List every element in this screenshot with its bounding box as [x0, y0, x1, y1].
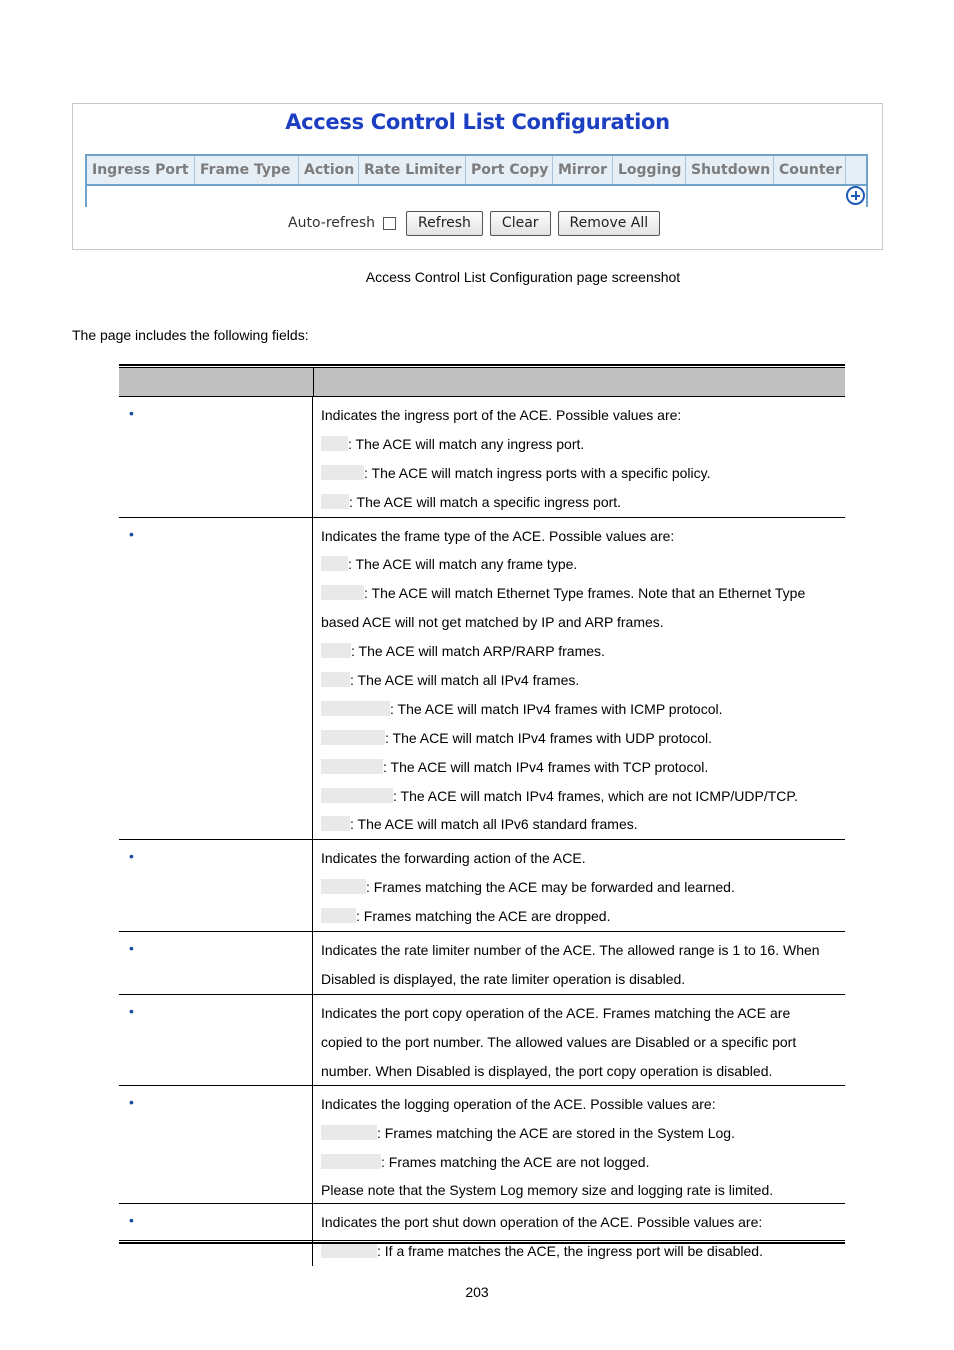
desc-line: [321, 753, 839, 782]
bullet-icon: •: [129, 525, 134, 542]
acl-table-header: [87, 156, 866, 186]
desc-line-text: : The ACE will match ingress ports with a specific policy.: [364, 464, 711, 481]
bullet-icon: •: [129, 405, 134, 421]
description-cell: [313, 397, 845, 517]
value-highlight: [321, 788, 393, 803]
value-highlight: [321, 1243, 377, 1258]
object-cell: [119, 1086, 313, 1203]
desc-line-text: : The ACE will match any ingress port.: [348, 435, 585, 452]
header-object-cell: [119, 368, 314, 396]
page-number: 203: [465, 1284, 489, 1300]
table-header-row: [119, 368, 845, 397]
description-cell: [313, 840, 845, 931]
col-logging: Logging: [613, 156, 686, 184]
desc-line: [321, 782, 839, 811]
desc-line: [321, 550, 839, 579]
value-highlight: [321, 730, 385, 745]
figure-caption: Access Control List Configuration page screenshot: [365, 269, 681, 285]
desc-line-text: : The ACE will match any frame type.: [348, 556, 578, 573]
value-highlight: [321, 701, 390, 716]
desc-line: [321, 695, 839, 724]
table-row: [119, 1086, 845, 1204]
bullet-icon: •: [129, 1212, 134, 1229]
table-row: [119, 1204, 845, 1266]
value-highlight: [321, 465, 364, 480]
value-highlight: [321, 585, 364, 600]
desc-line: Disabled is displayed, the rate limiter operation is disabled.: [321, 970, 686, 987]
bullet-icon: •: [129, 1002, 134, 1019]
desc-line: [321, 666, 839, 695]
desc-line-text: : Frames matching the ACE are not logged.: [381, 1154, 650, 1171]
bullet-icon: •: [129, 848, 134, 865]
desc-line-text: : The ACE will match all IPv6 standard frames.: [350, 816, 638, 833]
col-rate-limiter: Rate Limiter: [359, 156, 466, 184]
table-row: [119, 397, 845, 518]
description-cell: [313, 932, 845, 994]
description-cell: [313, 1086, 845, 1203]
col-shutdown: Shutdown: [686, 156, 774, 184]
col-frame-type: Frame Type: [195, 156, 299, 184]
intro-text: The page includes the following fields:: [72, 327, 309, 343]
desc-line: Indicates the forwarding action of the ACE.: [321, 850, 586, 867]
desc-line-text: : Frames matching the ACE may be forwarded and learned.: [366, 879, 735, 896]
value-highlight: [321, 494, 349, 509]
auto-refresh-checkbox[interactable]: [383, 217, 396, 230]
desc-line: [321, 873, 839, 902]
desc-line: [321, 902, 839, 931]
desc-line: [321, 1119, 839, 1148]
desc-line: copied to the port number. The allowed values are Disabled or a specific port: [321, 1033, 797, 1050]
value-highlight: [321, 672, 350, 687]
object-cell: [119, 518, 313, 840]
value-highlight: [321, 1125, 377, 1140]
desc-line: [321, 488, 839, 517]
desc-line: [321, 1148, 839, 1177]
object-cell: [119, 1204, 313, 1266]
desc-line-text: : The ACE will match IPv4 frames, which are not ICMP/UDP/TCP.: [393, 787, 798, 804]
desc-line-text: : If a frame matches the ACE, the ingress port will be disabled.: [377, 1243, 763, 1260]
value-highlight: [321, 816, 350, 831]
desc-line-text: : The ACE will match Ethernet Type frames. Note that an Ethernet Type: [364, 585, 806, 602]
controls-bar: [288, 211, 667, 235]
bullet-icon: •: [129, 940, 134, 957]
desc-line: Indicates the rate limiter number of the ACE. The allowed range is 1 to 16. When: [321, 942, 820, 959]
table-bottom-rule: [119, 1240, 845, 1244]
object-cell: [119, 840, 313, 931]
table-row: [119, 932, 845, 995]
desc-line: [321, 724, 839, 753]
desc-line-text: : The ACE will match IPv4 frames with ICMP protocol.: [390, 700, 723, 717]
desc-line-text: : The ACE will match a specific ingress port.: [349, 493, 622, 510]
desc-line-text: : Frames matching the ACE are dropped.: [356, 908, 611, 925]
value-highlight: [321, 436, 348, 451]
desc-line: [321, 579, 839, 608]
remove-all-button[interactable]: Remove All: [558, 211, 661, 236]
table-row: [119, 995, 845, 1087]
object-cell: [119, 995, 313, 1086]
desc-line: Indicates the port copy operation of the ACE. Frames matching the ACE are: [321, 1004, 791, 1021]
description-cell: [313, 1204, 845, 1266]
acl-table: [85, 154, 868, 207]
object-cell: [119, 932, 313, 994]
col-action: Action: [299, 156, 359, 184]
desc-line: Indicates the logging operation of the ACE. Possible values are:: [321, 1096, 716, 1113]
refresh-button[interactable]: Refresh: [406, 211, 483, 236]
fields-table: [119, 364, 845, 1266]
acl-table-body: [87, 186, 866, 207]
desc-line: [321, 810, 839, 839]
desc-line-text: : The ACE will match IPv4 frames with TCP protocol.: [383, 758, 709, 775]
value-highlight: [321, 879, 366, 894]
desc-line: Indicates the port shut down operation of the ACE. Possible values are:: [321, 1214, 763, 1231]
desc-line: number. When Disabled is displayed, the port copy operation is disabled.: [321, 1062, 773, 1079]
value-highlight: [321, 908, 356, 923]
desc-line-text: : The ACE will match IPv4 frames with UDP protocol.: [385, 729, 713, 746]
desc-line-text: : The ACE will match all IPv4 frames.: [350, 672, 580, 689]
screenshot-title: Access Control List Configuration: [285, 110, 670, 134]
value-highlight: [321, 1154, 381, 1169]
value-highlight: [321, 643, 351, 658]
col-add: [846, 156, 866, 184]
desc-line: Please note that the System Log memory size and logging rate is limited.: [321, 1182, 774, 1199]
desc-line-text: : The ACE will match ARP/RARP frames.: [351, 643, 605, 660]
auto-refresh-label: Auto-refresh: [288, 215, 376, 231]
desc-line: [321, 637, 839, 666]
description-cell: [313, 518, 845, 840]
value-highlight: [321, 556, 348, 571]
clear-button[interactable]: Clear: [490, 211, 551, 236]
bullet-icon: •: [129, 1094, 134, 1111]
desc-line: [321, 430, 839, 459]
description-cell: [313, 995, 845, 1086]
value-highlight: [321, 759, 383, 774]
desc-line: Indicates the ingress port of the ACE. Possible values are:: [321, 407, 682, 423]
desc-line: [321, 459, 839, 488]
table-row: [119, 518, 845, 841]
col-port-copy: Port Copy: [466, 156, 553, 184]
col-ingress-port: Ingress Port: [87, 156, 195, 184]
desc-line: based ACE will not get matched by IP and ARP frames.: [321, 614, 664, 631]
table-row: [119, 840, 845, 932]
desc-line-text: : Frames matching the ACE are stored in the System Log.: [377, 1125, 735, 1142]
screenshot-panel: [72, 103, 883, 250]
col-counter: Counter: [774, 156, 846, 184]
col-mirror: Mirror: [553, 156, 613, 184]
add-ace-icon[interactable]: [846, 186, 865, 205]
object-cell: [119, 397, 313, 517]
desc-line: Indicates the frame type of the ACE. Possible values are:: [321, 527, 675, 544]
